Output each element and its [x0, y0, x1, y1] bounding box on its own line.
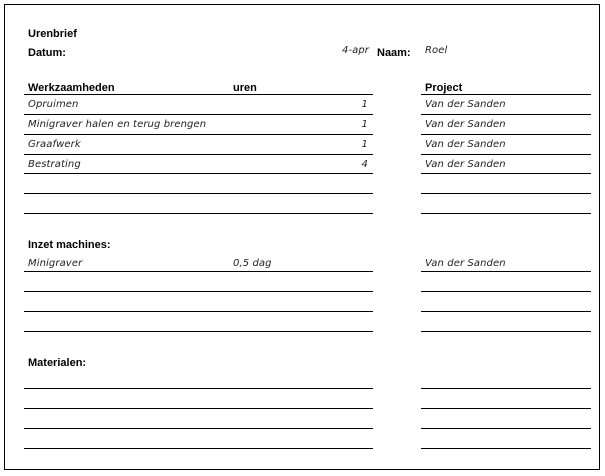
form-title: Urenbrief: [28, 28, 77, 40]
form-line: [24, 134, 373, 135]
form-line: [24, 331, 373, 332]
naam-label: Naam:: [377, 47, 411, 59]
timesheet-frame: [4, 4, 600, 470]
form-line: [421, 428, 591, 429]
project-header-rule: [421, 94, 591, 95]
work-activity: Opruimen: [28, 99, 79, 110]
form-line: [24, 291, 373, 292]
form-line: [421, 154, 591, 155]
work-hours: 1: [361, 99, 368, 110]
form-line: [24, 271, 373, 272]
work-activity: Bestrating: [28, 159, 81, 170]
machine-name: Minigraver: [28, 258, 83, 269]
work-project: Van der Sanden: [425, 139, 506, 150]
form-line: [24, 173, 373, 174]
work-hours: 4: [361, 159, 368, 170]
datum-value: 4-apr: [341, 45, 369, 56]
form-line: [24, 388, 373, 389]
hours-column-header: uren: [233, 82, 257, 94]
form-line: [24, 193, 373, 194]
form-line: [421, 331, 591, 332]
form-line: [421, 114, 591, 115]
project-column-header: Project: [425, 82, 463, 94]
form-line: [24, 154, 373, 155]
work-project: Van der Sanden: [425, 119, 506, 130]
form-line: [24, 408, 373, 409]
form-line: [24, 311, 373, 312]
form-line: [421, 193, 591, 194]
work-header-rule: [24, 94, 373, 95]
work-hours: 1: [361, 119, 368, 130]
form-line: [421, 448, 591, 449]
form-line: [421, 388, 591, 389]
materials-section-label: Materialen:: [28, 357, 87, 369]
form-line: [421, 408, 591, 409]
form-line: [421, 134, 591, 135]
datum-label: Datum:: [28, 47, 66, 59]
machines-section-label: Inzet machines:: [28, 239, 111, 251]
form-line: [24, 114, 373, 115]
form-line: [421, 311, 591, 312]
activity-column-header: Werkzaamheden: [28, 82, 115, 94]
form-line: [421, 291, 591, 292]
form-line: [24, 448, 373, 449]
naam-value: Roel: [425, 45, 448, 56]
form-line: [24, 428, 373, 429]
machine-amount: 0,5 dag: [233, 258, 272, 269]
form-line: [421, 213, 591, 214]
form-line: [421, 271, 591, 272]
work-activity: Graafwerk: [28, 139, 81, 150]
form-line: [421, 173, 591, 174]
machine-project: Van der Sanden: [425, 258, 506, 269]
form-line: [24, 213, 373, 214]
work-project: Van der Sanden: [425, 99, 506, 110]
work-activity: Minigraver halen en terug brengen: [28, 119, 207, 130]
work-hours: 1: [361, 139, 368, 150]
work-project: Van der Sanden: [425, 159, 506, 170]
